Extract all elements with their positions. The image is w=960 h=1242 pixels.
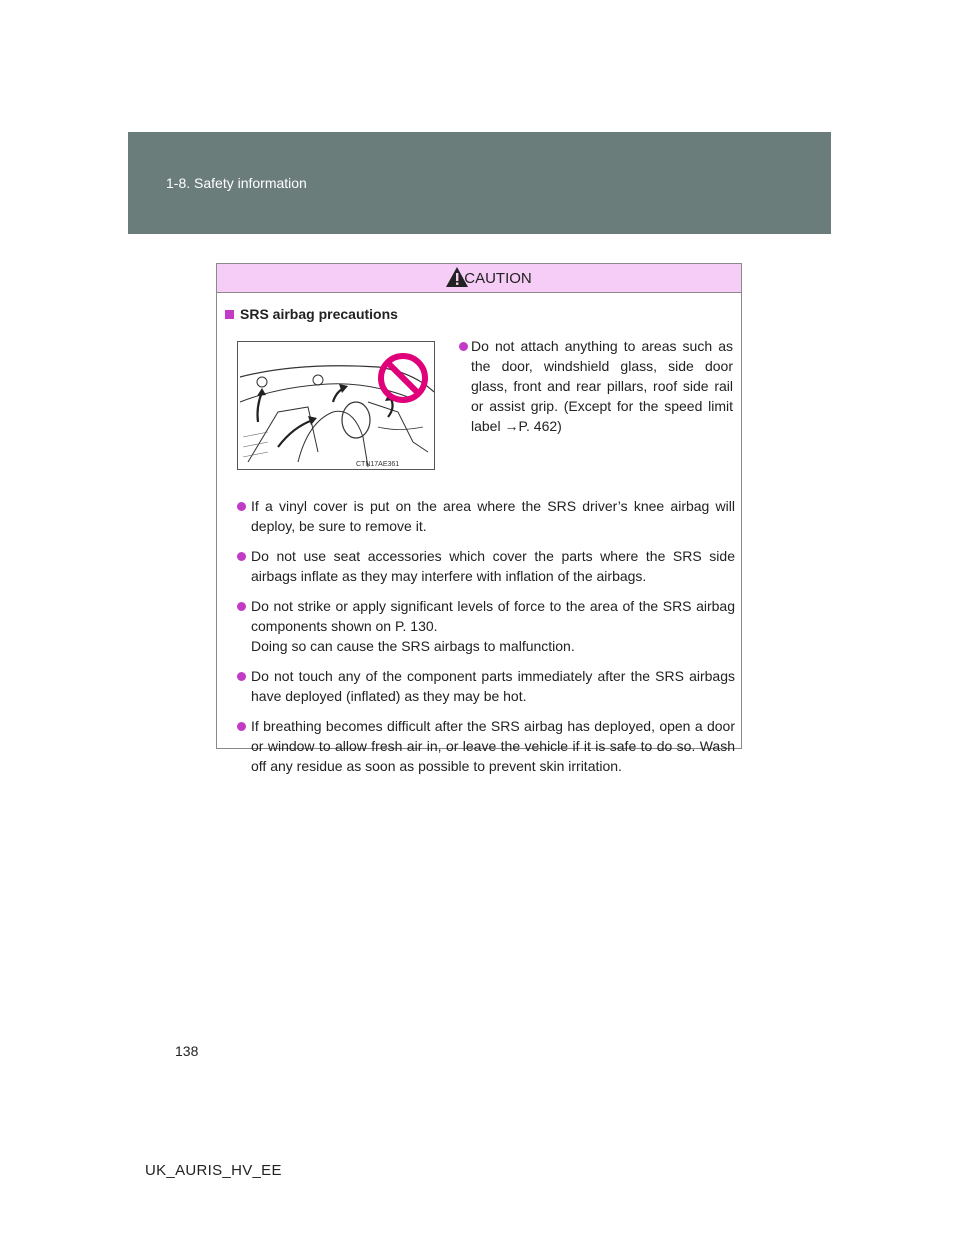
page-number: 138	[175, 1043, 199, 1059]
round-bullet-icon	[237, 722, 246, 731]
section-header	[128, 132, 831, 234]
illustration-code: CTN17AE361	[356, 461, 400, 468]
square-bullet-icon	[225, 310, 234, 319]
list-item-text: Do not strike or apply significant levels of force to the area of the SRS airbag components shown on P. 130.	[251, 598, 735, 634]
side-item-text: Do not attach anything to areas such as the door, windshield glass, side door glass, front and rear pillars, roof side rail or assist grip. (Except for the speed limit label →P. 462)	[471, 338, 733, 434]
round-bullet-icon	[459, 342, 468, 351]
round-bullet-icon	[237, 552, 246, 561]
vehicle-interior-illustration	[237, 341, 435, 470]
round-bullet-icon	[237, 502, 246, 511]
list-item	[239, 546, 735, 586]
vehicle-interior-drawing	[238, 342, 434, 469]
caution-list	[239, 496, 735, 786]
list-item	[239, 596, 735, 656]
section-title-text: 1-8. Safety information	[166, 175, 307, 191]
srs-section-heading-text: SRS airbag precautions	[240, 306, 398, 322]
list-item-text: Do not use seat accessories which cover the parts where the SRS side airbags inflate as they may interfere with inflation of the airbags.	[251, 548, 735, 584]
list-item	[239, 496, 735, 536]
warning-triangle-icon	[445, 266, 469, 288]
caution-header	[217, 264, 741, 293]
srs-section-heading	[225, 306, 398, 322]
list-item-text: Do not touch any of the component parts immediately after the SRS airbags have deployed (inflated) as they may be hot.	[251, 668, 735, 704]
document-code: UK_AURIS_HV_EE	[145, 1162, 282, 1179]
caution-title: CAUTION	[464, 269, 532, 287]
caution-box	[216, 263, 742, 774]
round-bullet-icon	[237, 602, 246, 611]
list-item	[239, 666, 735, 706]
list-item-text-continued: Doing so can cause the SRS airbags to malfunction.	[251, 638, 575, 654]
round-bullet-icon	[237, 672, 246, 681]
list-item	[239, 716, 735, 776]
side-list-item	[455, 336, 733, 436]
list-item-text: If a vinyl cover is put on the area where the SRS driver’s knee airbag will deploy, be sure to remove it.	[251, 498, 735, 534]
list-item-text: If breathing becomes difficult after the SRS airbag has deployed, open a door or window to allow fresh air in, or leave the vehicle if it is safe to do so. Wash off any residue as soon as possible to prevent skin irritation.	[251, 718, 735, 774]
